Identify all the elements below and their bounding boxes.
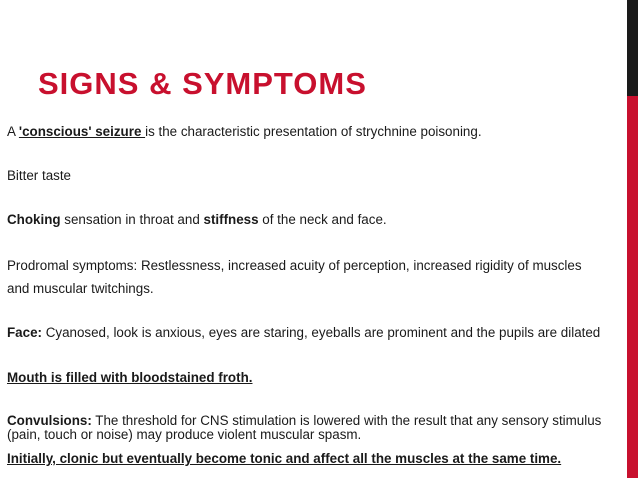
p6-text: Mouth is filled with bloodstained froth. [7, 370, 253, 385]
slide-title: SIGNS & SYMPTOMS [38, 66, 367, 101]
p8-text: Initially, clonic but eventually become tonic and affect all the muscles at the same time. [7, 451, 562, 466]
paragraph-convulsions-line2: (pain, touch or noise) may produce violent muscular spasm. [7, 427, 362, 442]
paragraph-prodromal-line1: Prodromal symptoms: Restlessness, increased acuity of perception, increased rigidity of muscles [7, 258, 582, 273]
p3-text-2: of the neck and face. [258, 212, 387, 227]
p5-label: Face: [7, 325, 42, 340]
paragraph-clonic-tonic [7, 450, 627, 467]
paragraph-bitter-taste: Bitter taste [7, 168, 72, 183]
p1-highlight: 'conscious' seizure [18, 124, 146, 139]
paragraph-mouth [7, 369, 627, 386]
paragraph-conscious-seizure [7, 123, 627, 140]
p3-text-1: sensation in throat and [60, 212, 204, 227]
p7-line1: The threshold for CNS stimulation is lowered with the result that any sensory stimulus [91, 413, 602, 428]
paragraph-convulsions-line1 [7, 413, 627, 428]
accent-bar-top [627, 0, 638, 96]
paragraph-face [7, 324, 627, 341]
paragraph-choking [7, 211, 627, 228]
p7-label: Convulsions: [7, 413, 92, 428]
p5-text: Cyanosed, look is anxious, eyes are staring, eyeballs are prominent and the pupils are dilated [41, 325, 601, 340]
paragraph-prodromal-line2: and muscular twitchings. [7, 281, 154, 296]
p1-rest: is the characteristic presentation of strychnine poisoning. [145, 124, 482, 139]
p3-bold-stiffness: stiffness [203, 212, 259, 227]
p3-bold-choking: Choking [7, 212, 61, 227]
accent-bar [627, 96, 638, 478]
p1-prefix: A [7, 124, 19, 139]
